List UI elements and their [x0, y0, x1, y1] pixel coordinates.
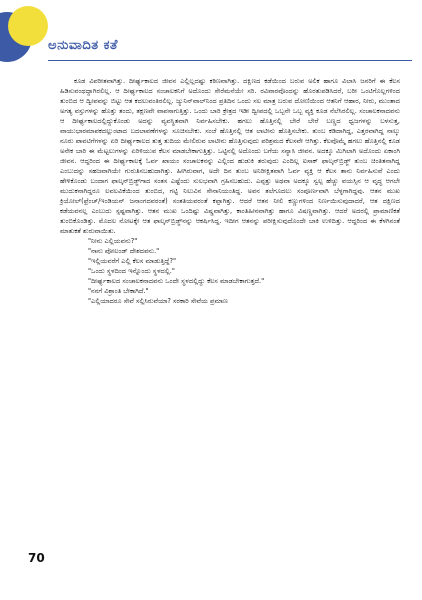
dialog-line: "ಎಲ್ಲಿಯಾದರೂ ಸೇವೆ ಸಲ್ಲಿಸಿರುವೆಯಾ? ಸರಕಾರಿ ಸೇವೆಯ ಪ್ರಮಾಣ	[88, 297, 228, 305]
dialog-line: "ನೀನು ಎಲ್ಲಿಯವನು?"	[88, 237, 138, 245]
article-body	[60, 76, 400, 306]
dialog-line: "ನಾನು ಪೋಲಂಡ್ ದೇಶದವನು."	[88, 247, 160, 255]
main-paragraph: ಕೂಡ ವಿಪರೀತವಾಗಿತ್ತು. ದೀರ್ಘ್ಯಕಾಲದ ಜೀವನ ಎಲ್ಲಿಲ್ಲದಷ್ಟು ಕಠಿಣವಾಗಿತ್ತು. ದಕ್ಷಿಣದ ಕಡೆಯಿಂದ ಬರುವ ಅಲಿಕ ಹಾಗೂ ವಿಲಾಸಿ ಜನರಿಗೆ ಈ ಕೆಲಸ ಹಿಡಿಸುವಂಥದ್ದಾಗಿರಲಿಲ್ಲ. ಆ ದೀರ್ಘ್ಯಕಾಲದ ಸಂಚಾಲಕನಿಗೆ ಅದೊಂದು ಸೇರೆಮನೆಯೇ ಸರಿ. ರವಿವಾರವೊಂದನ್ನು ಹೊರತುಪಡಿಸಿದರೆ, ಬರೀ ಒಂಟಿಗೊಲ್ಲಗಳಿಂದ ತುಂಬಿದ ಆ ದ್ವೀಪವನ್ನು ಬಿಟ್ಟು ಆತ ಕದಲುವಂತಿರಲಿಲ್ಲ. ಜ್ಯುನಿನ್‌ವಾಲ್‌ನಿಂದ ಪ್ರತಿದಿನ ಒಂದು ಸಲ ಮಾತ್ರ ಬರುವ ದೋಣಿಯಿಂದ ಆತನಿಗೆ ಆಹಾರ, ನೀರು, ಮುಂತಾದ ಅಗತ್ಯ ವಸ್ತುಗಳನ್ನು ಹೊತ್ತು ತಂದು, ತಕ್ಷಣವೇ ವಾಪಸಾಗುತ್ತಿತ್ತು. ಒಂದು ಬಾರಿ ಕ್ರೇತ್ರದ ಇಡೀ ದ್ವೀಪದಲ್ಲಿ ಒಬ್ಬನೇ ಒಬ್ಬ ವ್ಯಕ್ತಿ ಕೂಡ ನೆಲೆಸಿರಲಿಲ್ಲ. ಸಂಚಾಲಕನಾದವನು ಆ ದೀರ್ಘ್ಯಕಾಲದಲ್ಲಿದ್ದುಕೊಂಡು ಅದನ್ನು ವ್ಯವಸ್ಥಿತವಾಗಿ ನಿರ್ವಹಿಸಬೇಕು. ಹಗಲು ಹೊತ್ತಿನಲ್ಲಿ ಬೇರೆ ಬೇರೆ ಬಣ್ಣದ ಧ್ವಜಗಳನ್ನು ಬಳಸುತ್ತ, ವಾಯುಭಾರಮಾಪಕದಲ್ಲುಂಟಾದ ಬದಲಾವಣೆಗಳನ್ನು ಸೂಚಿಸಬೇಕು. ಸಂಜೆ ಹೊತ್ತಿನಲ್ಲಿ ಆತ ಲಾಟೀನು ಹೊತ್ತಿಸಬೇಕು. ತುಂಬ ಕಡಿದಾಗಿದ್ದ, ಎತ್ತರವಾಗಿದ್ದ ನಾಲ್ಕು ನೂರು ಪಾವಟಿಗೆಗಳನ್ನು ಏರಿ ದೀರ್ಘ್ಯಕಾಲದ ತುತ್ತ ತುದಿಯ ಮೇಲಿರುವ ಲಾಟೀನು ಹೊತ್ತಿಸುವುದು ಪರಿಶ್ರಮದ ಕೆಲಸವೇ ಆಗಿತ್ತು. ಕೆಲವೊಮ್ಮೆ ಹಗಲು ಹೊತ್ತಿನಲ್ಲಿ ಕೂಡ ಅನೇಕ ಬಾರಿ ಈ ಮೆಟ್ಟಲುಗಳನ್ನು ಏರಿಳಿಯುವ ಕೆಲಸ ಮಾಡಬೇಕಾಗುತ್ತಿತ್ತು. ಒಟ್ಟಿನಲ್ಲಿ ಅದೊಂದು ಬಗೆಯ ಸನ್ಯಾಸಿ ಜೀವನ. ಅದಕ್ಕೂ ಮಿಗಿಲಾಗಿ ಅದೊಂದು ಏಕಾಂಗಿ ಜೀವನ. ಆದ್ದರಿಂದ ಈ ದೀರ್ಘ್ಯಕಾಲಕ್ಕೆ ಓರ್ವ ಖಾಯಂ ಸಂಚಾಲಕನನ್ನು ಎಲ್ಲಿಂದ ಹುಡುಕಿ ತರುವುದು ಎಂದಿಲ್ಲ ಐಸಾಕ್ ಫಾಲ್ಕನ್‌ಬ್ರಿಡ್ಜ್ ತುಂಬ ಚಿಂತಿತನಾಗಿದ್ದ ಎಂಬುದನ್ನು ಸಹಜವಾಗಿಯೇ ಗುರುತಿಸಬಹುದಾಗಿತ್ತು. ಹೀಗಿರುವಾಗ, ಅದೇ ದಿನ ತುಂಬ ಅನಿರೀಕ್ಷಿತವಾಗಿ ಓರ್ವ ವ್ಯಕ್ತಿ ಆ ಕೆಲಸ ತಾನು ನಿರ್ವಹಿಸುವೆ ಎಂದು ಹೇಳಿಕೊಂಡು ಬಂದಾಗ ಫಾಲ್ಕನ್‌ಬ್ರಿಡ್ಜ್‌ಗಾದ ಸಂತಸ ಎಷ್ಟೆಂದು ಸುಲಭವಾಗಿ ಗ್ರಹಿಸಬಹುದು. ಎಪ್ಪತ್ತು ಅಥವಾ ಅದಕ್ಕೂ ಸ್ವಲ್ಪ ಹೆಚ್ಚು ವಯಸ್ಸಿನ ಆ ವೃದ್ಧ ಆಗಲೇ ಮುದುಕನಾಗಿದ್ದರೂ ಲವಲವಿಕೆಯಿಂದ ತುಂಬಿದ, ಗಟ್ಟಿ ನಿಲುವಿನ ಸೇನಾನಿಯಂತಿದ್ದ. ಅವನ ತಲೆಗೂದಲು ಸಂಪೂರ್ಣವಾಗಿ ಬೆಳ್ಳಗಾಗಿದ್ದವು. ಆತನ ಮುಖ ಕ್ರಿಯೋಲ್‌(ಫ್ರೆಂಚ್‌/ಇಂಡಿಯನ್‌ ಜನಾಂಗದವರಂತೆ) ಸಂತತಿಯವರಂತೆ ಕಪ್ಪಾಗಿತ್ತು. ಆದರೆ ಆತನ ನೀಲಿ ಕಣ್ಣುಗಳಿಂದ ನಿರ್ಣಯಿಸುವುದಾದರೆ, ಆತ ದಕ್ಷಿಣದ ಕಡೆಯವನಲ್ಲ ಎಂಬುದು ಸ್ಪಷ್ಟವಾಗಿತ್ತು. ಆತನ ಮುಖ ಒಂದಿಷ್ಟು ವಿಷ್ಣವಾಗಿತ್ತು, ಕಾಂತಿಹೀನವಾಗಿತ್ತು ಹಾಗೂ ವಿಷಣ್ಣವಾಗಿತ್ತು. ಆದರೆ ಅದರಲ್ಲಿ ಪ್ರಾಮಾಣಿಕತೆ ತುಂಬಿಕೊಂಡಿತ್ತು. ಮೊದಲ ನೋಟಕ್ಕೇ ಆತ ಫಾಲ್ಕನ್‌ಬ್ರಿಡ್ಜ್‌ನನ್ನು ಆಕರ್ಷಿಸಿದ್ದ. ಇದೀಗ ಆತನನ್ನು ಪರೀಕ್ಷಿಸುವುದೊಂದೇ ಬಾಕಿ ಉಳಿದಿತ್ತು. ಆದ್ದರಿಂದ ಈ ಕೆಳಗಿನಂತೆ ಮಾತುಕತೆ ಶುರುವಾಯಿತು.	[60, 77, 400, 235]
header-divider	[48, 60, 412, 61]
dialog-line: "ನನಗೆ ವಿಶ್ರಾಂತಿ ಬೇಕಾಗಿದೆ."	[88, 287, 149, 295]
dialog-line: "ಇಲ್ಲಿಯವರೆಗೆ ಎಲ್ಲಿ ಕೆಲಸ ಮಾಡುತ್ತಿದ್ದೆ?"	[88, 257, 177, 265]
dialog-line: "ದೀರ್ಘ್ಯಕಾಲದ ಸಂಚಾಲಕನಾದವನು ಒಂದೇ ಸ್ಥಳದಲ್ಲಿದ್ದು ಕೆಲಸ ಮಾಡಬೇಕಾಗುತ್ತದೆ."	[88, 277, 265, 285]
section-title: ಅನುವಾದಿತ ಕತೆ	[48, 38, 118, 53]
decorative-circle-yellow	[8, 6, 48, 46]
page-number: 70	[28, 551, 45, 565]
dialog-line: "ಒಂದು ಸ್ಥಳದಿಂದ ಇನ್ನೊಂದು ಸ್ಥಳದಲ್ಲಿ."	[88, 267, 175, 275]
